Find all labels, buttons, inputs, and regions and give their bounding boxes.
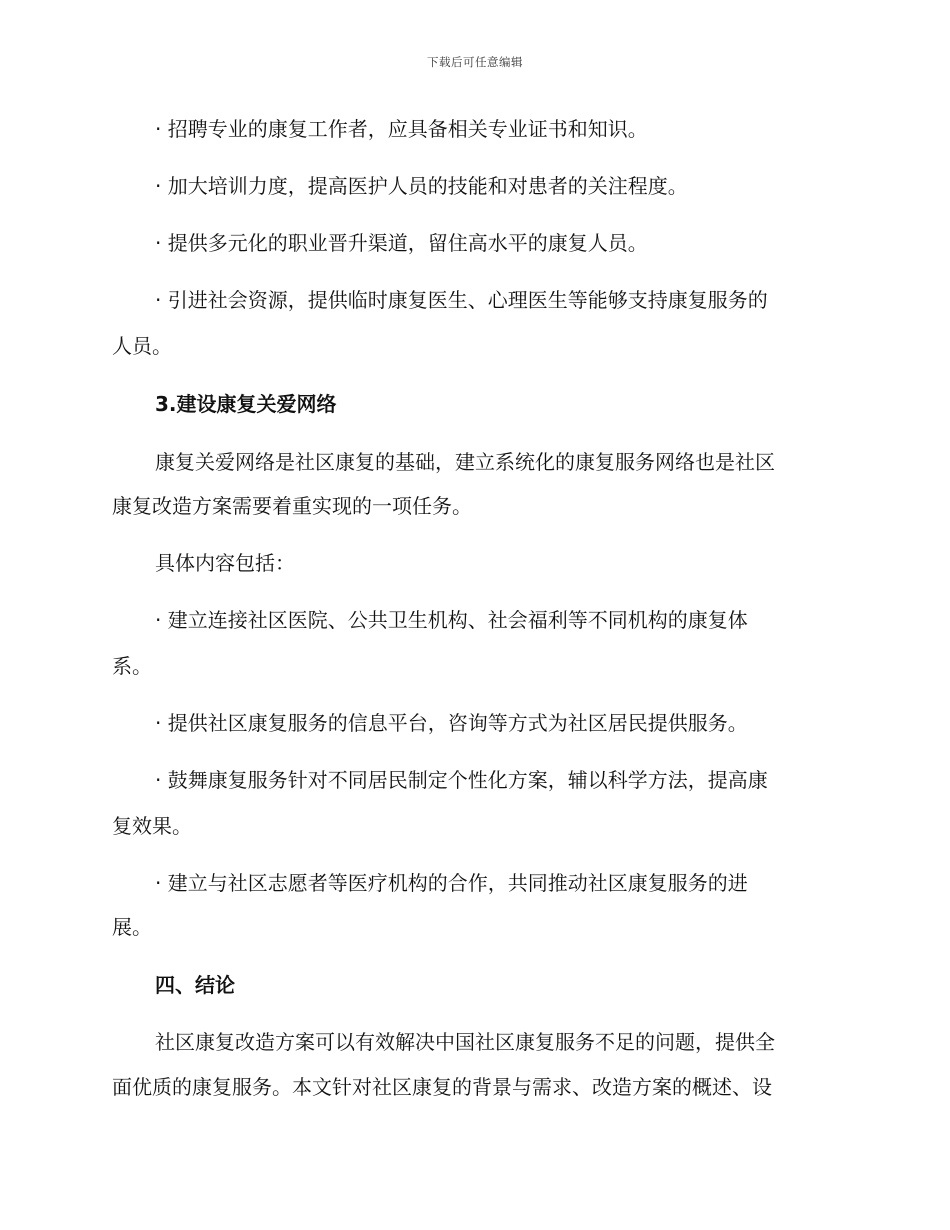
paragraph-care-network-line2: 康复改造方案需要着重实现的一项任务。 xyxy=(112,494,472,518)
paragraph-care-network-line1: 康复关爱网络是社区康复的基础，建立系统化的康复服务网络也是社区 xyxy=(155,450,775,474)
bullet-personalized-plan-line1: · 鼓舞康复服务针对不同居民制定个性化方案，辅以科学方法，提高康 xyxy=(155,768,768,792)
bullet-social-resources-line1: · 引进社会资源，提供临时康复医生、心理医生等能够支持康复服务的 xyxy=(155,288,768,312)
bullet-recruit: · 招聘专业的康复工作者，应具备相关专业证书和知识。 xyxy=(155,117,648,141)
page-header: 下载后可任意编辑 xyxy=(427,55,523,69)
bullet-personalized-plan-line2: 复效果。 xyxy=(112,814,192,838)
bullet-info-platform: · 提供社区康复服务的信息平台，咨询等方式为社区居民提供服务。 xyxy=(155,711,748,735)
bullet-institution-system-line1: · 建立连接社区医院、公共卫生机构、社会福利等不同机构的康复体 xyxy=(155,608,748,632)
bullet-volunteer-cooperation-line2: 展。 xyxy=(112,915,152,939)
bullet-volunteer-cooperation-line1: · 建立与社区志愿者等医疗机构的合作，共同推动社区康复服务的进 xyxy=(155,871,748,895)
list-intro: 具体内容包括： xyxy=(155,551,295,575)
section-heading-3: 3.建设康复关爱网络 xyxy=(155,392,337,416)
paragraph-conclusion-line1: 社区康复改造方案可以有效解决中国社区康复服务不足的问题，提供全 xyxy=(155,1030,775,1054)
bullet-social-resources-line2: 人员。 xyxy=(112,334,172,358)
bullet-institution-system-line2: 系。 xyxy=(112,654,152,678)
bullet-career-path: · 提供多元化的职业晋升渠道，留住高水平的康复人员。 xyxy=(155,231,648,255)
section-heading-4: 四、结论 xyxy=(155,973,235,997)
bullet-training: · 加大培训力度，提高医护人员的技能和对患者的关注程度。 xyxy=(155,174,688,198)
paragraph-conclusion-line2: 面优质的康复服务。本文针对社区康复的背景与需求、改造方案的概述、设 xyxy=(112,1075,772,1099)
